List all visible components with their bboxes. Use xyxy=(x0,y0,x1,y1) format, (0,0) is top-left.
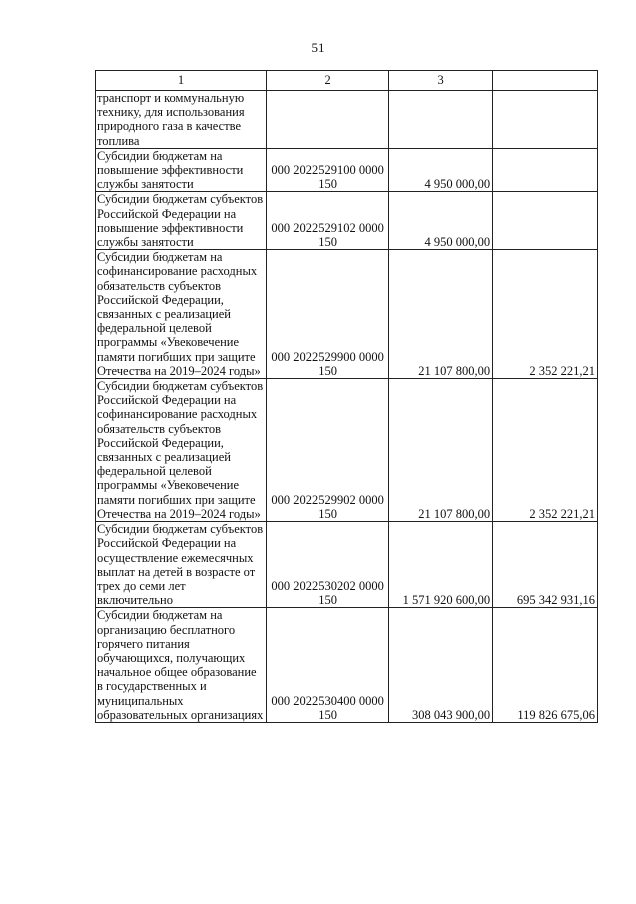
row-code: 000 2022529900 0000 150 xyxy=(267,250,389,379)
header-col-1: 1 xyxy=(96,71,267,91)
row-plan: 1 571 920 600,00 xyxy=(389,522,493,608)
row-fact xyxy=(493,192,598,250)
row-fact: 119 826 675,06 xyxy=(493,608,598,723)
row-name: Субсидии бюджетам субъектов Российской Федерации на осуществление ежемесячных выплат на детей в возрасте от трех до семи лет включительно xyxy=(96,522,267,608)
row-code: 000 2022529102 0000 150 xyxy=(267,192,389,250)
table-row xyxy=(96,148,598,192)
header-col-2: 2 xyxy=(267,71,389,91)
row-plan: 308 043 900,00 xyxy=(389,608,493,723)
row-code: 000 2022529902 0000 150 xyxy=(267,379,389,522)
row-code: 000 2022529100 0000 150 xyxy=(267,148,389,192)
row-fact: 2 352 221,21 xyxy=(493,379,598,522)
row-name: Субсидии бюджетам на повышение эффективности службы занятости xyxy=(96,148,267,192)
row-plan: 21 107 800,00 xyxy=(389,379,493,522)
row-name: Субсидии бюджетам на софинансирование расходных обязательств субъектов Российской Федерации, связанных с реализацией федеральной целевой программы «Увековечение памяти погибших при защите Отечества на 2019–2024 годы» xyxy=(96,250,267,379)
row-name: Субсидии бюджетам субъектов Российской Федерации на софинансирование расходных обязательств субъектов Российской Федерации, связанных с реализацией федеральной целевой программы «Увековечение памяти погибших при защите Отечества на 2019–2024 годы» xyxy=(96,379,267,522)
row-fact: 2 352 221,21 xyxy=(493,250,598,379)
header-col-3: 3 xyxy=(389,71,493,91)
row-plan xyxy=(389,91,493,149)
row-code xyxy=(267,91,389,149)
row-code: 000 2022530202 0000 150 xyxy=(267,522,389,608)
table-row xyxy=(96,522,598,608)
header-col-4 xyxy=(493,71,598,91)
table-row xyxy=(96,192,598,250)
row-fact: 695 342 931,16 xyxy=(493,522,598,608)
row-name: транспорт и коммунальную технику, для использования природного газа в качестве топлива xyxy=(96,91,267,149)
row-name: Субсидии бюджетам на организацию бесплатного горячего питания обучающихся, получающих начальное общее образование в государственных и муниципальных образовательных организациях xyxy=(96,608,267,723)
row-fact xyxy=(493,148,598,192)
row-plan: 21 107 800,00 xyxy=(389,250,493,379)
page-number: 51 xyxy=(311,40,325,55)
row-code: 000 2022530400 0000 150 xyxy=(267,608,389,723)
row-plan: 4 950 000,00 xyxy=(389,192,493,250)
table-row xyxy=(96,379,598,522)
row-plan: 4 950 000,00 xyxy=(389,148,493,192)
row-name: Субсидии бюджетам субъектов Российской Федерации на повышение эффективности службы занятости xyxy=(96,192,267,250)
table-row xyxy=(96,91,598,149)
budget-table xyxy=(95,70,598,723)
row-fact xyxy=(493,91,598,149)
table-row xyxy=(96,250,598,379)
header-row xyxy=(96,71,598,91)
table-row xyxy=(96,608,598,723)
